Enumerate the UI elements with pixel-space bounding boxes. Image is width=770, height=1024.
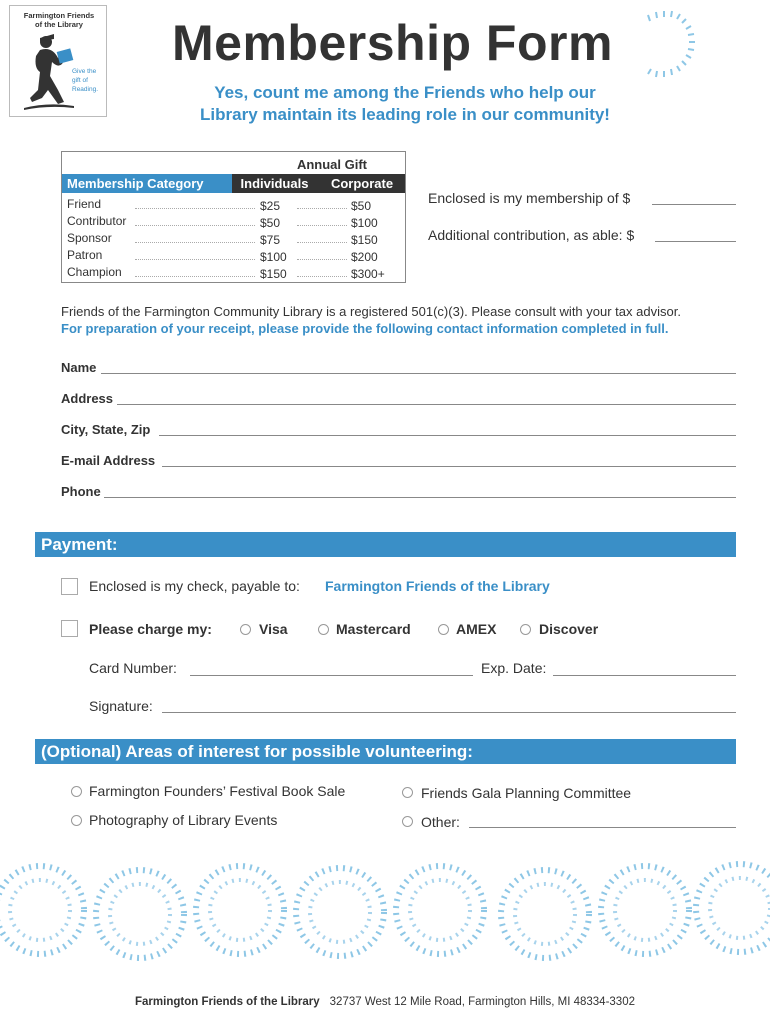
photography-label: Photography of Library Events — [89, 812, 278, 828]
email-label: E-mail Address — [61, 453, 156, 468]
annual-gift-label: Annual Gift — [296, 157, 368, 172]
discover-label: Discover — [539, 621, 599, 637]
reader-figure-icon — [18, 32, 78, 114]
book-sale-radio[interactable] — [71, 786, 82, 797]
additional-amount-label: Additional contribution, as able: $ — [428, 227, 635, 243]
table-row — [67, 231, 402, 248]
corporate-amount: $100 — [351, 216, 378, 230]
amex-radio[interactable] — [438, 624, 449, 635]
gala-label: Friends Gala Planning Committee — [421, 785, 632, 801]
charge-label: Please charge my: — [89, 621, 212, 637]
individual-amount: $25 — [260, 199, 281, 213]
individual-amount: $100 — [260, 250, 287, 264]
name-label: Name — [61, 360, 97, 375]
charge-checkbox[interactable] — [61, 620, 78, 637]
category-name: Contributor — [67, 214, 127, 228]
individual-amount: $75 — [260, 233, 281, 247]
table-row — [67, 265, 402, 282]
logo-tagline: Give the gift of Reading. — [72, 68, 99, 93]
card-number-field[interactable] — [190, 675, 473, 676]
other-label: Other: — [421, 814, 460, 830]
name-field[interactable] — [101, 373, 736, 374]
signature-label: Signature: — [89, 698, 153, 714]
other-radio[interactable] — [402, 816, 413, 827]
phone-field[interactable] — [104, 497, 736, 498]
discover-radio[interactable] — [520, 624, 531, 635]
category-name: Friend — [67, 197, 102, 211]
table-row — [67, 248, 402, 265]
additional-amount-field[interactable] — [655, 241, 736, 242]
payee-name: Farmington Friends of the Library — [325, 578, 550, 594]
check-checkbox[interactable] — [61, 578, 78, 595]
exp-date-field[interactable] — [553, 675, 736, 676]
table-row — [67, 197, 402, 214]
gala-radio[interactable] — [402, 787, 413, 798]
footer — [0, 996, 770, 1008]
membership-category-table — [61, 151, 406, 283]
enclosed-amount-label: Enclosed is my membership of $ — [428, 190, 631, 206]
amex-label: AMEX — [456, 621, 497, 637]
footer-address: 32737 West 12 Mile Road, Farmington Hills, MI 48334-3302 — [329, 996, 635, 1008]
corporate-amount: $50 — [351, 199, 372, 213]
subtitle: Yes, count me among the Friends who help our Library maintain its leading role in our community! — [200, 83, 610, 124]
check-label: Enclosed is my check, payable to: — [89, 578, 300, 594]
visa-radio[interactable] — [240, 624, 251, 635]
signature-field[interactable] — [162, 712, 736, 713]
photography-radio[interactable] — [71, 815, 82, 826]
corporate-amount: $300+ — [351, 267, 385, 281]
email-field[interactable] — [162, 466, 736, 467]
payment-heading: Payment: — [35, 532, 736, 557]
table-row — [67, 214, 402, 231]
col-corporate-header: Corporate — [330, 176, 394, 191]
col-individuals-header: Individuals — [240, 176, 309, 191]
address-label: Address — [61, 391, 114, 406]
individual-amount: $150 — [260, 267, 287, 281]
corporate-amount: $150 — [351, 233, 378, 247]
category-name: Patron — [67, 248, 103, 262]
page-title: Membership Form — [172, 15, 613, 71]
card-number-label: Card Number: — [89, 660, 177, 676]
category-name: Champion — [67, 265, 122, 279]
city-state-zip-field[interactable] — [159, 435, 736, 436]
enclosed-amount-field[interactable] — [652, 204, 736, 205]
category-name: Sponsor — [67, 231, 112, 245]
volunteer-heading: (Optional) Areas of interest for possible volunteering: — [35, 739, 736, 764]
footer-org: Farmington Friends of the Library — [135, 996, 320, 1008]
other-field[interactable] — [469, 827, 736, 828]
address-field[interactable] — [117, 404, 736, 405]
receipt-notice: For preparation of your receipt, please provide the following contact information completed in full. — [61, 321, 669, 336]
exp-date-label: Exp. Date: — [481, 660, 547, 676]
visa-label: Visa — [259, 621, 288, 637]
mastercard-label: Mastercard — [336, 621, 411, 637]
swirl-band-decoration-icon — [0, 848, 770, 978]
logo — [9, 5, 107, 117]
individual-amount: $50 — [260, 216, 281, 230]
col-category-header: Membership Category — [62, 174, 232, 193]
corporate-amount: $200 — [351, 250, 378, 264]
city-state-zip-label: City, State, Zip — [61, 422, 151, 437]
mastercard-radio[interactable] — [318, 624, 329, 635]
logo-title: Farmington Friends of the Library — [23, 11, 95, 29]
phone-label: Phone — [61, 484, 101, 499]
tax-notice: Friends of the Farmington Community Library is a registered 501(c)(3). Please consult with your tax advisor. — [61, 304, 681, 319]
book-sale-label: Farmington Founders’ Festival Book Sale — [89, 783, 346, 799]
